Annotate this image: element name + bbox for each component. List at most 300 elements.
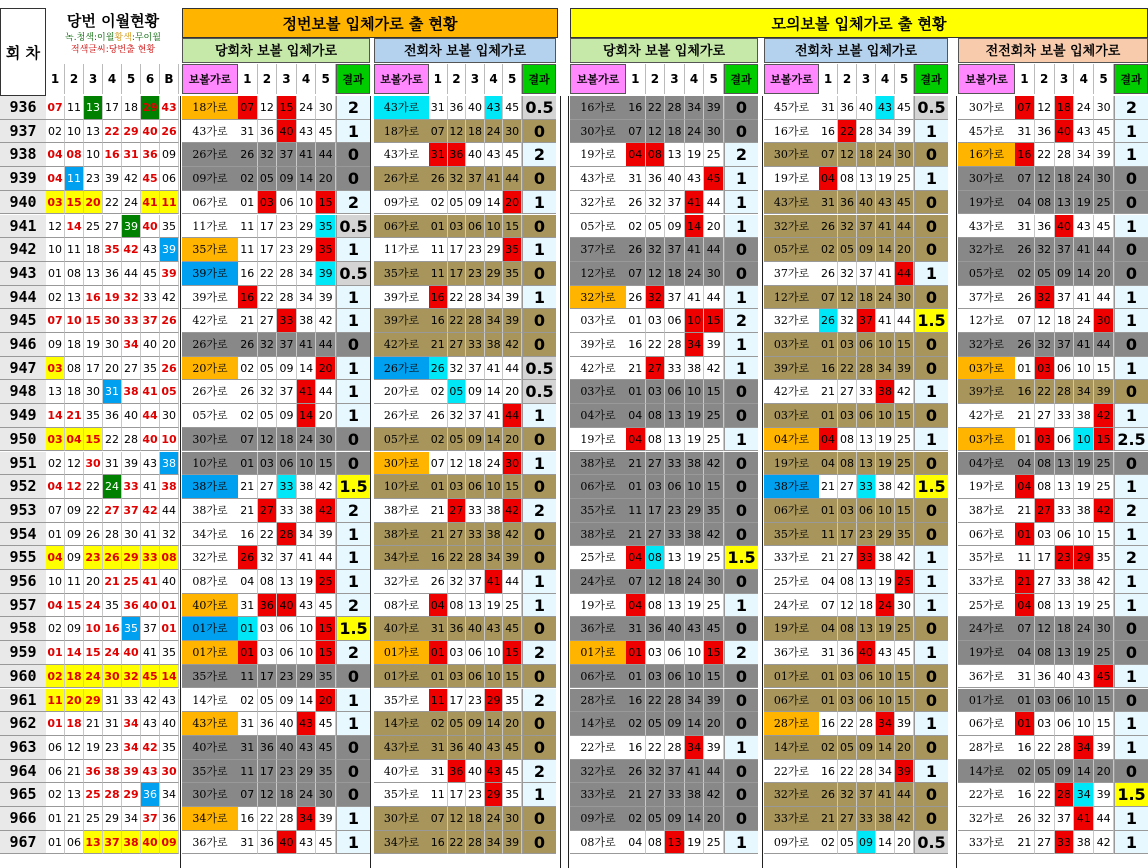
section-number-cell: 21	[238, 499, 258, 523]
draw-number-cell: 03	[46, 357, 65, 381]
section-number-cell: 15	[316, 191, 336, 215]
section-number-cell: 44	[704, 286, 724, 310]
section-number-cell: 32	[258, 546, 278, 570]
horizontal-label: 30가로	[374, 807, 429, 831]
section-number-cell: 43	[876, 191, 895, 215]
round-number: 944	[0, 286, 46, 310]
sub-number: 4	[1074, 64, 1094, 94]
section-number-cell: 37	[277, 143, 297, 167]
section-number-cell: 43	[297, 594, 317, 618]
horizontal-label: 06가로	[182, 191, 238, 215]
section-number-cell: 40	[466, 143, 485, 167]
sub-number: 1	[1015, 64, 1035, 94]
section-number-cell: 17	[646, 499, 666, 523]
result-cell: 1	[724, 736, 758, 760]
section-number-cell: 20	[895, 238, 914, 262]
section-number-cell: 04	[626, 594, 646, 618]
section-number-cell: 16	[429, 546, 448, 570]
draw-number-cell: 31	[122, 143, 141, 167]
section-number-cell: 04	[1015, 594, 1035, 618]
draw-number-cell: 27	[103, 499, 122, 523]
horizontal-label: 35가로	[958, 546, 1015, 570]
draw-number-cell: 45	[141, 665, 160, 689]
section-number-cell: 27	[1035, 499, 1055, 523]
section-number-cell: 26	[626, 238, 646, 262]
draw-number-cell: 04	[46, 167, 65, 191]
section-number-cell: 23	[277, 665, 297, 689]
section-number-cell: 26	[238, 143, 258, 167]
section-number-cell: 03	[1035, 357, 1055, 381]
section-number-cell: 01	[1015, 523, 1035, 547]
horizontal-label: 30가로	[958, 167, 1015, 191]
round-number: 953	[0, 499, 46, 523]
draw-number-cell: 10	[65, 120, 84, 144]
section-number-cell: 22	[1035, 380, 1055, 404]
section-number-cell: 09	[665, 215, 685, 239]
section-number-cell: 01	[819, 689, 838, 713]
section-number-cell: 16	[626, 333, 646, 357]
section-number-cell: 25	[895, 570, 914, 594]
section-number-cell: 28	[466, 831, 485, 855]
section-number-cell: 37	[466, 357, 485, 381]
horizontal-label: 03가로	[764, 333, 819, 357]
section-number-cell: 25	[704, 831, 724, 855]
result-cell: 0	[914, 143, 948, 167]
horizontal-label: 43가로	[182, 712, 238, 736]
horizontal-label: 43가로	[764, 191, 819, 215]
horizontal-label: 06가로	[570, 475, 626, 499]
section-number-cell: 33	[665, 357, 685, 381]
section-number-cell: 04	[819, 167, 838, 191]
horizontal-label: 38가로	[374, 523, 429, 547]
section-number-cell: 25	[704, 404, 724, 428]
draw-number-cell: 40	[141, 831, 160, 855]
result-cell: 1	[724, 333, 758, 357]
result-cell: 0	[724, 96, 758, 120]
result-cell: 0	[336, 143, 370, 167]
result-cell: 0	[522, 546, 556, 570]
section-number-cell: 33	[466, 523, 485, 547]
draw-number-cell: 39	[122, 215, 141, 239]
section-number-cell: 06	[466, 475, 485, 499]
horizontal-label: 39가로	[764, 357, 819, 381]
section-number-cell: 09	[466, 380, 485, 404]
horizontal-label: 19가로	[764, 617, 819, 641]
section-number-cell: 32	[448, 167, 467, 191]
section-number-cell: 36	[1035, 215, 1055, 239]
section-number-cell: 01	[819, 333, 838, 357]
result-cell: 0	[914, 736, 948, 760]
draw-number-cell: 43	[160, 689, 179, 713]
section-number-cell: 24	[685, 262, 705, 286]
section-number-cell: 31	[429, 143, 448, 167]
section-number-cell: 10	[1074, 357, 1094, 381]
section-number-cell: 25	[704, 594, 724, 618]
draw-number-cell: 39	[160, 238, 179, 262]
horizontal-label: 38가로	[182, 499, 238, 523]
section-number-cell: 36	[1035, 120, 1055, 144]
draw-number-cell: 42	[141, 499, 160, 523]
result-cell: 1	[522, 594, 556, 618]
section-number-cell: 39	[316, 523, 336, 547]
draw-number-cell: 10	[46, 238, 65, 262]
section-number-cell: 26	[819, 783, 838, 807]
section-number-cell: 05	[448, 380, 467, 404]
draw-number-cell: 29	[141, 96, 160, 120]
draw-number-cell: 31	[103, 380, 122, 404]
draw-number-cell: 09	[65, 523, 84, 547]
draw-number-cell: 08	[65, 357, 84, 381]
section-number-cell: 10	[685, 641, 705, 665]
section-number-cell: 15	[503, 215, 522, 239]
section-number-cell: 24	[1074, 617, 1094, 641]
section-number-cell: 02	[429, 428, 448, 452]
section-number-cell: 41	[297, 333, 317, 357]
section-number-cell: 40	[857, 641, 876, 665]
round-number: 954	[0, 523, 46, 547]
section-number-cell: 22	[448, 546, 467, 570]
draw-number-cell: 01	[46, 523, 65, 547]
draw-number-cell: 41	[141, 641, 160, 665]
section-number-cell: 19	[1074, 475, 1094, 499]
draw-number-cell: 39	[122, 452, 141, 476]
section-number-cell: 33	[466, 499, 485, 523]
section-number-cell: 03	[258, 191, 278, 215]
section-number-cell: 10	[297, 617, 317, 641]
section-number-cell: 11	[429, 783, 448, 807]
draw-number-cell: 42	[141, 736, 160, 760]
horizontal-label: 03가로	[570, 309, 626, 333]
column-separator	[370, 96, 371, 868]
section-number-cell: 19	[685, 428, 705, 452]
section-number-cell: 42	[704, 783, 724, 807]
draw-number-cell: 04	[65, 428, 84, 452]
round-number: 948	[0, 380, 46, 404]
section-number-cell: 30	[704, 120, 724, 144]
section-number-cell: 45	[503, 736, 522, 760]
section-number-cell: 31	[238, 736, 258, 760]
horizontal-label: 04가로	[570, 404, 626, 428]
result-cell: 0	[522, 333, 556, 357]
section-number-cell: 39	[1094, 783, 1114, 807]
result-cell: 1	[1114, 807, 1148, 831]
section-number-cell: 39	[895, 120, 914, 144]
section-number-cell: 20	[503, 712, 522, 736]
draw-number-cell: 01	[46, 262, 65, 286]
section-number-cell: 09	[1055, 760, 1075, 784]
horizontal-label: 39가로	[958, 380, 1015, 404]
horizontal-label: 30가로	[764, 143, 819, 167]
section-number-cell: 06	[1055, 428, 1075, 452]
section-number-cell: 10	[685, 380, 705, 404]
section-number-cell: 34	[1074, 736, 1094, 760]
draw-number-cell: 40	[122, 641, 141, 665]
draw-number-cell: 24	[84, 594, 103, 618]
section-number-cell: 33	[1055, 831, 1075, 855]
section-number-cell: 30	[1094, 309, 1114, 333]
horizontal-label: 34가로	[374, 831, 429, 855]
section-number-cell: 33	[277, 475, 297, 499]
draw-number-cell: 01	[46, 807, 65, 831]
section-number-cell: 03	[838, 404, 857, 428]
section-number-cell: 30	[316, 96, 336, 120]
result-cell: 2	[724, 309, 758, 333]
section-number-cell: 25	[1094, 452, 1114, 476]
result-cell: 2	[336, 594, 370, 618]
horizontal-label: 38가로	[570, 523, 626, 547]
horizontal-label: 10가로	[374, 475, 429, 499]
round-number: 949	[0, 404, 46, 428]
section-number-cell: 01	[238, 617, 258, 641]
section-number-cell: 34	[485, 286, 504, 310]
section-number-cell: 04	[819, 428, 838, 452]
draw-number-cell: 10	[160, 428, 179, 452]
section-number-cell: 44	[895, 215, 914, 239]
section-number-cell: 03	[838, 665, 857, 689]
section-number-cell: 05	[448, 428, 467, 452]
result-cell: 0	[724, 665, 758, 689]
section-number-cell: 01	[819, 499, 838, 523]
section-number-cell: 09	[466, 712, 485, 736]
draw-number-cell: 34	[160, 783, 179, 807]
section-number-cell: 31	[1015, 215, 1035, 239]
section-number-cell: 20	[704, 807, 724, 831]
draw-number-cell: 13	[84, 96, 103, 120]
section-number-cell: 12	[1035, 96, 1055, 120]
section-number-cell: 21	[238, 309, 258, 333]
section-number-cell: 22	[838, 760, 857, 784]
horizontal-label: 39가로	[374, 309, 429, 333]
draw-number-cell: 21	[84, 712, 103, 736]
section-number-cell: 44	[704, 760, 724, 784]
section-number-cell: 39	[704, 96, 724, 120]
horizontal-label: 32가로	[570, 191, 626, 215]
section-number-cell: 45	[895, 191, 914, 215]
section-number-cell: 18	[1055, 617, 1075, 641]
section-number-cell: 24	[297, 428, 317, 452]
section-number-cell: 24	[685, 120, 705, 144]
sub-label: 보볼가로	[958, 64, 1015, 94]
section-number-cell: 17	[448, 689, 467, 713]
horizontal-label: 14가로	[958, 760, 1015, 784]
section-number-cell: 21	[819, 475, 838, 499]
horizontal-label: 32가로	[570, 286, 626, 310]
section-number-cell: 08	[448, 594, 467, 618]
section-number-cell: 22	[1035, 143, 1055, 167]
horizontal-label: 43가로	[374, 96, 429, 120]
section-number-cell: 03	[1035, 428, 1055, 452]
draw-number-cell: 42	[122, 238, 141, 262]
section-number-cell: 07	[1015, 617, 1035, 641]
draw-number-cell: 35	[141, 357, 160, 381]
section-number-cell: 24	[1074, 309, 1094, 333]
section-number-cell: 34	[1074, 783, 1094, 807]
section-number-cell: 16	[1015, 143, 1035, 167]
result-cell: 0	[914, 191, 948, 215]
section-number-cell: 16	[819, 712, 838, 736]
section-number-cell: 39	[895, 760, 914, 784]
section-number-cell: 17	[258, 238, 278, 262]
section-number-cell: 20	[1094, 760, 1114, 784]
section-number-cell: 14	[297, 167, 317, 191]
section-number-cell: 21	[819, 807, 838, 831]
draw-number-cell: 04	[46, 475, 65, 499]
draw-number-cell: 37	[122, 499, 141, 523]
draw-number-cell: 33	[122, 689, 141, 713]
horizontal-label: 36가로	[570, 617, 626, 641]
horizontal-label: 30가로	[182, 428, 238, 452]
section-number-cell: 18	[665, 262, 685, 286]
section-number-cell: 21	[1015, 570, 1035, 594]
draw-number-cell: 20	[84, 191, 103, 215]
result-cell: 1	[724, 357, 758, 381]
draw-number-cell: 30	[160, 404, 179, 428]
section-number-cell: 16	[1015, 736, 1035, 760]
draw-number-cell: 14	[65, 641, 84, 665]
section-number-cell: 31	[626, 167, 646, 191]
section-number-cell: 17	[258, 665, 278, 689]
section-number-cell: 39	[895, 712, 914, 736]
section-number-cell: 23	[277, 238, 297, 262]
section-number-cell: 06	[1055, 712, 1075, 736]
section-number-cell: 42	[1094, 404, 1114, 428]
section-number-cell: 40	[1055, 665, 1075, 689]
section-number-cell: 07	[626, 570, 646, 594]
section-number-cell: 33	[857, 546, 876, 570]
section-number-cell: 32	[258, 380, 278, 404]
section-number-cell: 28	[665, 96, 685, 120]
section-number-cell: 08	[646, 831, 666, 855]
section-number-cell: 08	[1035, 191, 1055, 215]
section-number-cell: 23	[277, 215, 297, 239]
result-cell: 1	[1114, 215, 1148, 239]
section-number-cell: 06	[277, 641, 297, 665]
section-number-cell: 42	[503, 523, 522, 547]
draw-number-cell: 38	[160, 475, 179, 499]
horizontal-label: 28가로	[570, 689, 626, 713]
section-number-cell: 41	[685, 760, 705, 784]
section-number-cell: 02	[1015, 760, 1035, 784]
section-number-cell: 36	[448, 143, 467, 167]
result-cell: 0	[522, 167, 556, 191]
section-number-cell: 31	[819, 96, 838, 120]
section-number-cell: 36	[258, 120, 278, 144]
section-number-cell: 28	[665, 736, 685, 760]
draw-number-cell: 13	[84, 831, 103, 855]
section-number-cell: 31	[238, 594, 258, 618]
result-cell: 0	[914, 499, 948, 523]
draw-number-cell: 11	[46, 689, 65, 713]
section-number-cell: 25	[1094, 641, 1114, 665]
horizontal-label: 26가로	[374, 404, 429, 428]
horizontal-label: 43가로	[570, 167, 626, 191]
section-number-cell: 16	[429, 286, 448, 310]
section-number-cell: 03	[646, 641, 666, 665]
draw-number-cell: 01	[160, 594, 179, 618]
section-number-cell: 39	[895, 357, 914, 381]
column-separator	[180, 96, 181, 868]
section-number-cell: 34	[876, 712, 895, 736]
result-cell: 0	[336, 736, 370, 760]
result-cell: 1	[522, 783, 556, 807]
result-cell: 1	[914, 594, 948, 618]
result-header: 결과	[1114, 64, 1148, 94]
section-number-cell: 33	[665, 783, 685, 807]
section-number-cell: 28	[857, 120, 876, 144]
draw-number-cell: 11	[65, 238, 84, 262]
section-number-cell: 18	[1055, 167, 1075, 191]
section-number-cell: 37	[277, 380, 297, 404]
section-number-cell: 02	[626, 215, 646, 239]
section-number-cell: 20	[503, 428, 522, 452]
round-number: 951	[0, 452, 46, 476]
section-number-cell: 03	[1035, 712, 1055, 736]
section-number-cell: 34	[685, 736, 705, 760]
draw-col-number: B	[160, 64, 179, 94]
sub-label: 보볼가로	[570, 64, 626, 94]
section-number-cell: 43	[485, 760, 504, 784]
section-number-cell: 28	[1055, 783, 1075, 807]
draw-number-cell: 37	[141, 617, 160, 641]
section-number-cell: 25	[895, 617, 914, 641]
horizontal-label: 36가로	[764, 641, 819, 665]
section-number-cell: 42	[503, 499, 522, 523]
result-cell: 0	[914, 689, 948, 713]
section-number-cell: 17	[448, 783, 467, 807]
draw-number-cell: 01	[160, 617, 179, 641]
section-number-cell: 19	[876, 452, 895, 476]
draw-number-cell: 19	[84, 333, 103, 357]
draw-number-cell: 01	[46, 641, 65, 665]
section-number-cell: 32	[258, 143, 278, 167]
section-number-cell: 25	[704, 428, 724, 452]
section-number-cell: 20	[316, 167, 336, 191]
section-number-cell: 27	[646, 357, 666, 381]
section-number-cell: 39	[1094, 143, 1114, 167]
horizontal-label: 38가로	[374, 499, 429, 523]
section-number-cell: 35	[503, 783, 522, 807]
section-number-cell: 23	[466, 783, 485, 807]
horizontal-label: 26가로	[374, 167, 429, 191]
section-number-cell: 28	[277, 807, 297, 831]
result-cell: 0	[914, 286, 948, 310]
section-number-cell: 06	[857, 404, 876, 428]
draw-number-cell: 32	[160, 523, 179, 547]
section-number-cell: 15	[503, 475, 522, 499]
section-number-cell: 42	[316, 475, 336, 499]
section-number-cell: 16	[238, 262, 258, 286]
section-number-cell: 45	[316, 831, 336, 855]
section-number-cell: 06	[665, 641, 685, 665]
section-number-cell: 33	[857, 475, 876, 499]
draw-number-cell: 08	[65, 262, 84, 286]
section-number-cell: 37	[1055, 807, 1075, 831]
horizontal-label: 14가로	[764, 736, 819, 760]
section-number-cell: 33	[1055, 499, 1075, 523]
section-number-cell: 27	[838, 475, 857, 499]
section-number-cell: 35	[704, 499, 724, 523]
horizontal-label: 03가로	[958, 357, 1015, 381]
section-number-cell: 41	[485, 404, 504, 428]
draw-number-cell: 24	[84, 665, 103, 689]
result-cell: 0	[1114, 641, 1148, 665]
draw-number-cell: 39	[122, 760, 141, 784]
section-number-cell: 38	[876, 807, 895, 831]
section-number-cell: 17	[258, 215, 278, 239]
horizontal-label: 45가로	[958, 120, 1015, 144]
section-number-cell: 17	[1035, 546, 1055, 570]
draw-number-cell: 37	[103, 831, 122, 855]
